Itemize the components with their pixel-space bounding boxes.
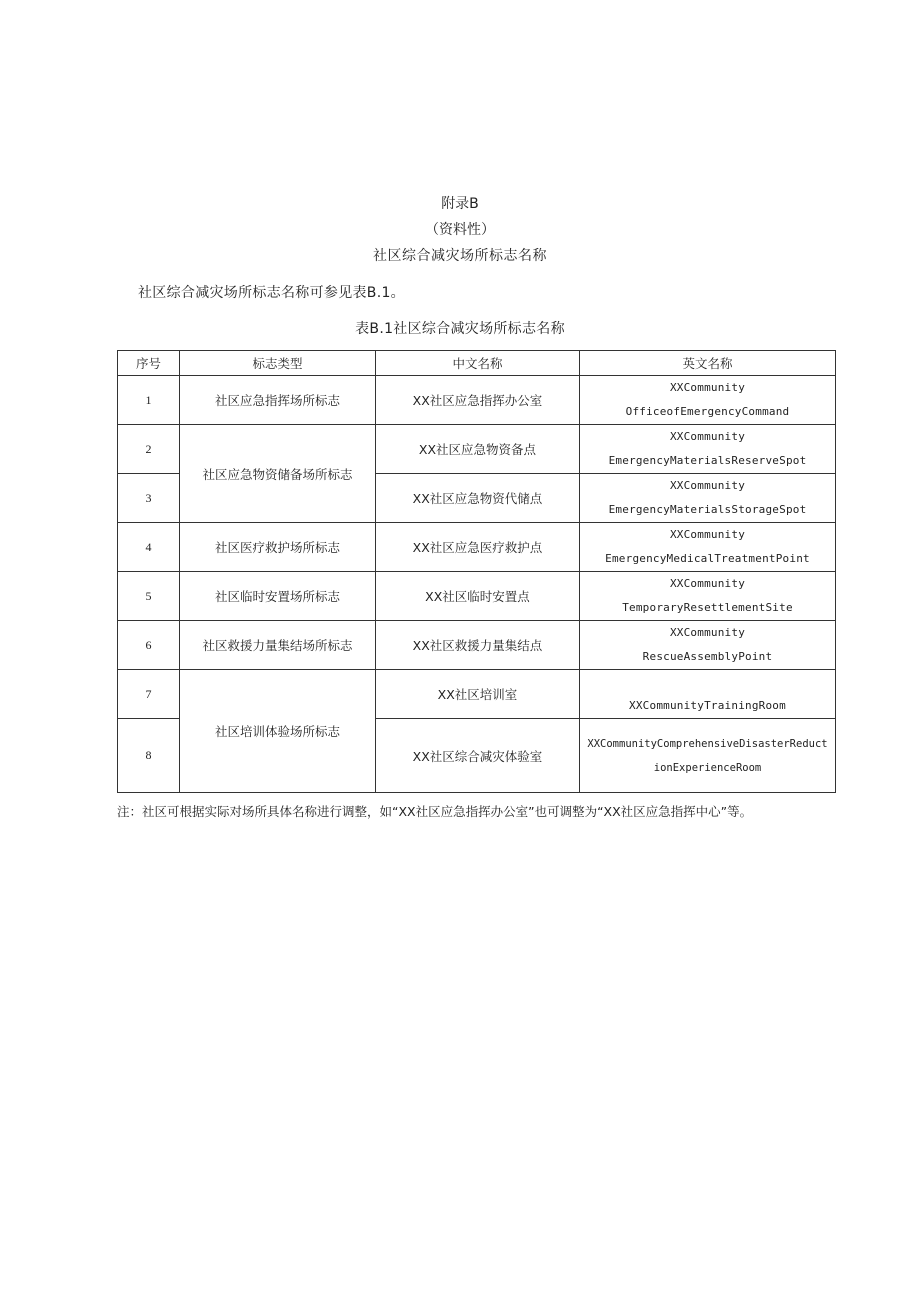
table-row [118, 523, 836, 572]
table-header-row [118, 351, 836, 376]
table-row [118, 621, 836, 670]
english-name-cell [580, 474, 836, 523]
english-name-line1: XXCommunity [669, 430, 746, 443]
english-name-line2: RescueAssemblyPoint [642, 650, 773, 663]
english-name-cell [580, 523, 836, 572]
english-name-cell [580, 376, 836, 425]
chinese-name-cell: XX社区应急医疗救护点 [376, 523, 580, 572]
sign-type-cell: 社区应急指挥场所标志 [180, 376, 376, 425]
intro-paragraph: 社区综合减灾场所标志名称可参见表B.1。 [138, 285, 405, 301]
english-name-line1: XXCommunity [669, 479, 746, 492]
appendix-subtitle: （资料性） [425, 222, 495, 238]
row-number: 7 [118, 670, 180, 719]
english-name-cell [580, 621, 836, 670]
chinese-name-cell: XX社区综合减灾体验室 [376, 719, 580, 793]
english-name-line2: EmergencyMaterialsStorageSpot [608, 503, 807, 516]
header-number: 序号 [118, 351, 180, 376]
english-name-line2: TemporaryResettlementSite [622, 601, 793, 614]
appendix-heading: 社区综合减灾场所标志名称 [373, 248, 547, 264]
chinese-name-cell: XX社区应急物资代储点 [376, 474, 580, 523]
english-name-cell [580, 572, 836, 621]
english-name-line2: EmergencyMedicalTreatmentPoint [605, 552, 810, 565]
table-row [118, 572, 836, 621]
chinese-name-cell: XX社区培训室 [376, 670, 580, 719]
row-number: 5 [118, 572, 180, 621]
table-caption: 表B.1社区综合减灾场所标志名称 [355, 321, 565, 337]
english-name-cell [580, 670, 836, 719]
chinese-name-cell: XX社区应急指挥办公室 [376, 376, 580, 425]
english-name-line2: ionExperienceRoom [653, 761, 762, 774]
english-name-line2: OfficeofEmergencyCommand [625, 405, 790, 418]
english-name-line1: XXCommunity [669, 381, 746, 394]
sign-type-cell: 社区医疗救护场所标志 [180, 523, 376, 572]
sign-type-cell: 社区救援力量集结场所标志 [180, 621, 376, 670]
row-number: 6 [118, 621, 180, 670]
sign-names-table [117, 350, 836, 793]
header-english-name: 英文名称 [580, 351, 836, 376]
table-row [118, 425, 836, 474]
row-number: 4 [118, 523, 180, 572]
english-name-line2: XXCommunityTrainingRoom [629, 699, 786, 712]
chinese-name-cell: XX社区临时安置点 [376, 572, 580, 621]
table-row [118, 376, 836, 425]
english-name-cell [580, 719, 836, 793]
header-chinese-name: 中文名称 [376, 351, 580, 376]
row-number: 3 [118, 474, 180, 523]
row-number: 8 [118, 719, 180, 793]
table-note: 注：社区可根据实际对场所具体名称进行调整，如“XX社区应急指挥办公室”也可调整为“XX社区应急指挥中心”等。 [117, 804, 753, 819]
sign-type-cell: 社区应急物资储备场所标志 [180, 425, 376, 523]
english-name-line1: XXCommunity [669, 528, 746, 541]
row-number: 2 [118, 425, 180, 474]
chinese-name-cell: XX社区应急物资备点 [376, 425, 580, 474]
header-sign-type: 标志类型 [180, 351, 376, 376]
sign-type-cell: 社区培训体验场所标志 [180, 670, 376, 793]
table-row [118, 670, 836, 719]
row-number: 1 [118, 376, 180, 425]
sign-type-cell: 社区临时安置场所标志 [180, 572, 376, 621]
english-name-line1: XXCommunity [669, 626, 746, 639]
english-name-line2: EmergencyMaterialsReserveSpot [608, 454, 807, 467]
english-name-line1: XXCommunityComprehensiveDisasterReduct [587, 737, 828, 750]
appendix-title: 附录B [441, 196, 479, 212]
english-name-cell [580, 425, 836, 474]
english-name-line1: XXCommunity [669, 577, 746, 590]
chinese-name-cell: XX社区救援力量集结点 [376, 621, 580, 670]
